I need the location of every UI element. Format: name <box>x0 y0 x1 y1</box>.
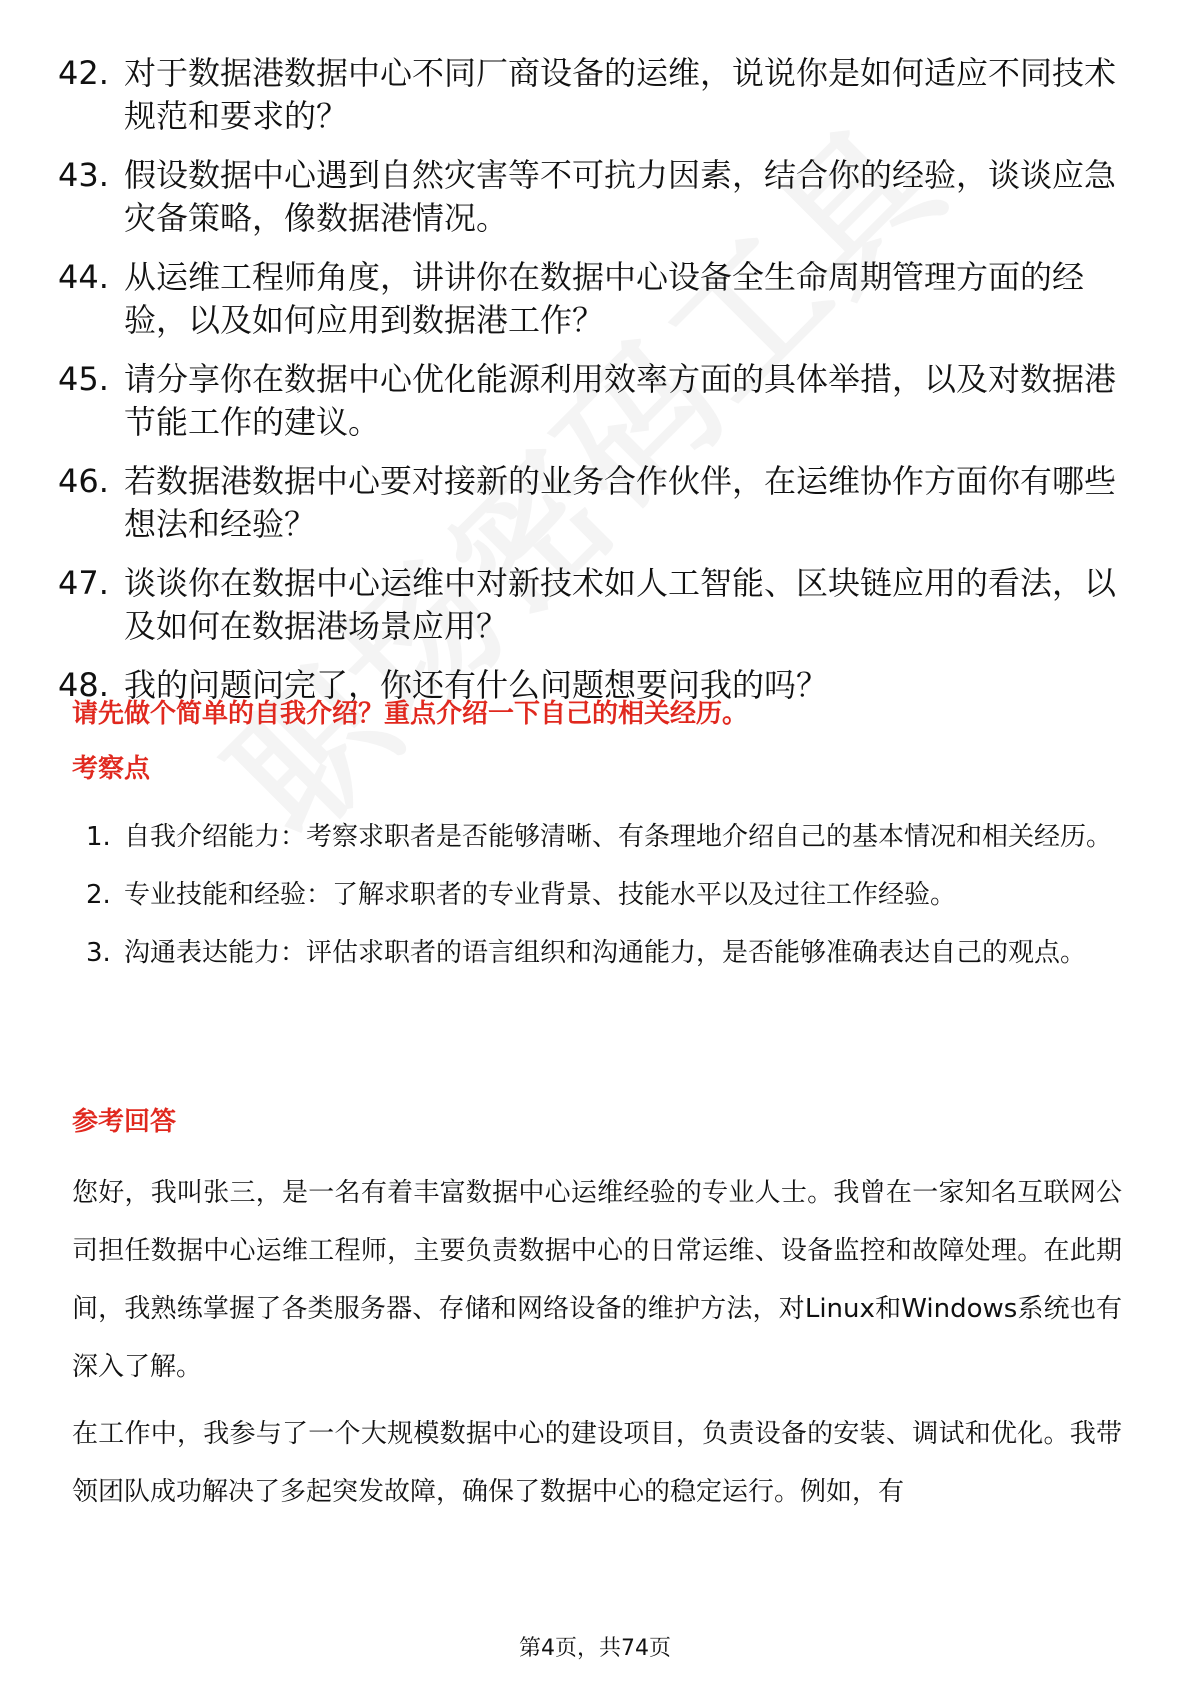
answer-heading: 参考回答 <box>72 1107 177 1137</box>
question-item <box>58 256 1130 342</box>
question-item <box>58 562 1130 648</box>
assessment-point <box>86 924 1126 982</box>
question-item <box>58 460 1130 546</box>
question-number: 45. <box>58 360 109 398</box>
question-number: 43. <box>58 156 109 194</box>
question-item <box>58 52 1130 138</box>
point-text: 自我介绍能力：考察求职者是否能够清晰、有条理地介绍自己的基本情况和相关经历。 <box>124 822 1113 852</box>
question-item <box>58 358 1130 444</box>
question-text: 我的问题问完了，你还有什么问题想要问我的吗？ <box>124 666 829 704</box>
question-item <box>58 154 1130 240</box>
question-text: 谈谈你在数据中心运维中对新技术如人工智能、区块链应用的看法，以及如何在数据港场景应用？ <box>124 564 1117 645</box>
point-text: 专业技能和经验：了解求职者的专业背景、技能水平以及过往工作经验。 <box>124 880 957 910</box>
question-list <box>58 52 1130 723</box>
page-footer: 第4页，共74页 <box>519 1636 671 1661</box>
question-text: 若数据港数据中心要对接新的业务合作伙伴，在运维协作方面你有哪些想法和经验？ <box>124 462 1117 543</box>
question-number: 44. <box>58 258 109 296</box>
question-number: 42. <box>58 54 109 92</box>
assessment-point <box>86 866 1126 924</box>
question-number: 46. <box>58 462 109 500</box>
question-text: 假设数据中心遇到自然灾害等不可抗力因素，结合你的经验，谈谈应急灾备策略，像数据港情况。 <box>124 156 1117 237</box>
point-text: 沟通表达能力：评估求职者的语言组织和沟通能力，是否能够准确表达自己的观点。 <box>124 938 1087 968</box>
intro-question-heading: 请先做个简单的自我介绍？重点介绍一下自己的相关经历。 <box>72 699 749 729</box>
point-number: 1. <box>86 822 111 852</box>
question-number: 47. <box>58 564 109 602</box>
answer-paragraph: 您好，我叫张三，是一名有着丰富数据中心运维经验的专业人士。我曾在一家知名互联网公司担任数据中心运维工程师，主要负责数据中心的日常运维、设备监控和故障处理。在此期间，我熟练掌握了各类服务器、存储和网络设备的维护方法，对Linux和Windows系统也有深入了解。 <box>72 1178 1122 1382</box>
point-number: 2. <box>86 880 111 910</box>
question-text: 请分享你在数据中心优化能源利用效率方面的具体举措，以及对数据港节能工作的建议。 <box>124 360 1117 441</box>
assessment-point <box>86 808 1126 866</box>
question-text: 从运维工程师角度，讲讲你在数据中心设备全生命周期管理方面的经验，以及如何应用到数据港工作？ <box>124 258 1085 339</box>
question-number: 48. <box>58 666 109 704</box>
assessment-point-list <box>86 808 1126 982</box>
question-text: 对于数据港数据中心不同厂商设备的运维，说说你是如何适应不同技术规范和要求的？ <box>124 54 1117 135</box>
point-number: 3. <box>86 938 111 968</box>
answer-paragraph: 在工作中，我参与了一个大规模数据中心的建设项目，负责设备的安装、调试和优化。我带领团队成功解决了多起突发故障，确保了数据中心的稳定运行。例如，有 <box>72 1419 1122 1507</box>
assessment-heading: 考察点 <box>72 754 151 784</box>
